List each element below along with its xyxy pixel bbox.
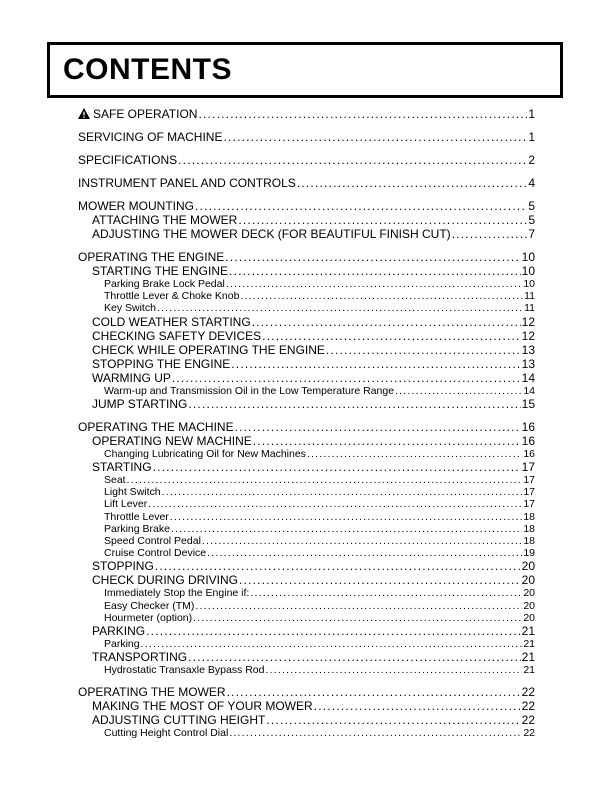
toc-entry — [78, 624, 535, 638]
page-number: 17 — [523, 498, 535, 511]
dot-leader — [297, 176, 528, 190]
toc-entry — [78, 511, 535, 523]
warning-triangle-icon — [78, 108, 90, 119]
page-number: 18 — [523, 522, 535, 535]
page-number: 4 — [528, 176, 535, 190]
dot-leader — [262, 329, 520, 343]
toc-entry-label: SERVICING OF MACHINE — [78, 130, 223, 144]
toc-entry-label: OPERATING THE MOWER — [78, 685, 226, 700]
toc-entry-label: OPERATING THE ENGINE — [78, 250, 225, 264]
dot-leader — [195, 600, 522, 612]
dot-leader — [223, 130, 527, 144]
toc-entry — [78, 278, 535, 290]
page-number: 13 — [521, 356, 535, 371]
toc-entry — [78, 650, 535, 664]
toc-entry-label: ATTACHING THE MOWER — [92, 213, 238, 227]
page-title: CONTENTS — [63, 53, 232, 86]
toc-entry — [78, 600, 535, 612]
dot-leader — [225, 250, 520, 264]
toc-entry-label: INSTRUMENT PANEL AND CONTROLS — [78, 176, 296, 190]
dot-leader — [127, 474, 523, 486]
dot-leader — [193, 612, 522, 624]
toc-entry-label: STOPPING THE ENGINE — [92, 356, 231, 371]
dot-leader — [235, 420, 521, 434]
page-number: 15 — [521, 396, 535, 411]
toc-entry — [78, 130, 535, 144]
dot-leader — [153, 460, 521, 474]
toc-entry-label: Key Switch — [104, 302, 156, 315]
toc-entry — [78, 343, 535, 357]
toc-entry — [78, 474, 535, 486]
dot-leader — [252, 315, 521, 329]
page-number: 20 — [521, 559, 535, 574]
page-number: 18 — [523, 510, 535, 523]
toc-entry — [78, 486, 535, 498]
toc-entry-label: Hourmeter (option) — [104, 611, 193, 624]
toc-entry — [78, 107, 535, 121]
page-number: 17 — [521, 460, 535, 475]
toc-entry — [78, 559, 535, 573]
toc-entry — [78, 535, 535, 547]
toc-entry-label: Warm-up and Transmission Oil in the Low Temperature Range — [104, 384, 395, 397]
toc-entry — [78, 357, 535, 371]
dot-leader — [202, 535, 522, 547]
toc-entry-label: PARKING — [92, 624, 146, 639]
page-number: 18 — [523, 535, 535, 548]
dot-leader — [157, 302, 523, 314]
contents-title-box — [47, 42, 563, 98]
toc-list — [78, 98, 535, 740]
page-number: 2 — [528, 153, 535, 167]
page-number: 5 — [528, 199, 535, 213]
toc-entry — [78, 587, 535, 599]
dot-leader — [239, 573, 521, 587]
dot-leader — [395, 385, 522, 397]
toc-entry — [78, 713, 535, 727]
toc-entry-label: Seat — [104, 474, 126, 487]
page-number: 16 — [523, 447, 535, 460]
page-number: 16 — [521, 419, 535, 434]
dot-leader — [231, 357, 520, 371]
toc-entry — [78, 727, 535, 739]
dot-leader — [226, 278, 522, 290]
page-number: 22 — [521, 713, 535, 728]
toc-entry-label: Throttle Lever — [104, 510, 169, 523]
dot-leader — [172, 371, 521, 385]
toc-entry — [78, 638, 535, 650]
toc-entry-label: Changing Lubricating Oil for New Machines — [104, 447, 306, 460]
toc-entry-label: Hydrostatic Transaxle Bypass Rod — [104, 664, 265, 677]
dot-leader — [227, 685, 521, 699]
page-number: 1 — [528, 107, 535, 121]
toc-entry — [78, 420, 535, 434]
toc-entry-label: ADJUSTING THE MOWER DECK (FOR BEAUTIFUL FINISH CUT) — [92, 227, 451, 241]
toc-entry — [78, 685, 535, 699]
dot-leader — [198, 107, 527, 121]
toc-entry-label: Throttle Lever & Choke Knob — [104, 290, 240, 303]
dot-leader — [229, 264, 521, 278]
toc-entry-label: OPERATING NEW MACHINE — [92, 433, 252, 448]
toc-entry — [78, 329, 535, 343]
toc-entry-label: SAFE OPERATION — [93, 107, 198, 121]
dot-leader — [195, 199, 527, 213]
page-number: 22 — [521, 699, 535, 714]
toc-entry-label: Light Switch — [104, 486, 161, 499]
toc-entry — [78, 448, 535, 460]
dot-leader — [250, 587, 522, 599]
dot-leader — [266, 713, 520, 727]
toc-entry — [78, 385, 535, 397]
dot-leader — [141, 638, 523, 650]
toc-entry-label: STARTING — [92, 460, 152, 475]
dot-leader — [188, 397, 520, 411]
toc-entry-label: Easy Checker (TM) — [104, 599, 195, 612]
page-number: 1 — [528, 130, 535, 144]
toc-entry — [78, 290, 535, 302]
page-number: 21 — [523, 664, 535, 677]
toc-entry — [78, 573, 535, 587]
toc-entry — [78, 264, 535, 278]
toc-entry-label: Parking — [104, 638, 140, 651]
dot-leader — [162, 486, 523, 498]
page-number: 20 — [523, 587, 535, 600]
toc-entry-label: CHECK DURING DRIVING — [92, 573, 239, 588]
toc-entry-label: MOWER MOUNTING — [78, 199, 194, 213]
toc-entry-label: CHECKING SAFETY DEVICES — [92, 328, 262, 343]
toc-entry — [78, 302, 535, 314]
page-number: 11 — [524, 302, 535, 315]
toc-entry — [78, 213, 535, 227]
toc-entry — [78, 664, 535, 676]
toc-entry-label: Parking Brake — [104, 522, 170, 535]
toc-entry — [78, 397, 535, 411]
page-number: 16 — [521, 433, 535, 448]
toc-entry-label: Lift Lever — [104, 498, 148, 511]
page-number: 22 — [521, 685, 535, 700]
toc-entry-label: Immediately Stop the Engine if: — [104, 587, 250, 600]
dot-leader — [326, 343, 521, 357]
page-number: 10 — [521, 264, 535, 278]
page-number: 10 — [521, 250, 535, 264]
dot-leader — [188, 650, 521, 664]
toc-entry-label: STOPPING — [92, 559, 154, 574]
dot-leader — [178, 153, 527, 167]
dot-leader — [238, 213, 527, 227]
dot-leader — [155, 559, 521, 573]
page-number: 20 — [523, 599, 535, 612]
dot-leader — [265, 664, 522, 676]
toc-entry — [78, 699, 535, 713]
toc-entry-label: ADJUSTING CUTTING HEIGHT — [92, 713, 266, 728]
dot-leader — [240, 290, 523, 302]
page-number: 14 — [521, 370, 535, 385]
toc-entry-label: TRANSPORTING — [92, 650, 188, 665]
toc-entry — [78, 315, 535, 329]
dot-leader — [148, 498, 522, 510]
toc-entry-label: Parking Brake Lock Pedal — [104, 278, 225, 290]
dot-leader — [314, 699, 521, 713]
toc-entry — [78, 612, 535, 624]
page-number: 14 — [523, 384, 535, 397]
toc-entry — [78, 153, 535, 167]
page-number: 19 — [523, 547, 535, 560]
page-number: 20 — [521, 573, 535, 588]
dot-leader — [307, 448, 522, 460]
toc-entry-label: OPERATING THE MACHINE — [78, 419, 234, 434]
dot-leader — [452, 227, 528, 241]
page-number: 13 — [521, 342, 535, 357]
toc-entry — [78, 547, 535, 559]
toc-entry — [78, 371, 535, 385]
page-number: 5 — [528, 213, 535, 227]
page-number: 21 — [521, 624, 535, 639]
page-number: 21 — [521, 650, 535, 665]
page-number: 17 — [523, 474, 535, 487]
toc-entry — [78, 176, 535, 190]
toc-entry — [78, 434, 535, 448]
dot-leader — [170, 511, 523, 523]
toc-entry — [78, 460, 535, 474]
page-number: 11 — [524, 290, 535, 303]
page-number: 20 — [523, 611, 535, 624]
page-number: 12 — [521, 328, 535, 343]
toc-entry-label: SPECIFICATIONS — [78, 153, 178, 167]
toc-entry-label: STARTING THE ENGINE — [92, 264, 229, 278]
page-number: 17 — [523, 486, 535, 499]
toc-entry — [78, 199, 535, 213]
toc-entry — [78, 250, 535, 264]
toc-entry-label: Cutting Height Control Dial — [104, 727, 229, 740]
toc-entry-label: Speed Control Pedal — [104, 535, 201, 548]
dot-leader — [207, 547, 522, 559]
dot-leader — [146, 624, 521, 638]
toc-entry-label: WARMING UP — [92, 370, 171, 385]
dot-leader — [171, 523, 522, 535]
toc-entry-label: MAKING THE MOST OF YOUR MOWER — [92, 699, 313, 714]
toc-entry — [78, 498, 535, 510]
toc-entry-label: CHECK WHILE OPERATING THE ENGINE — [92, 342, 325, 357]
toc-entry — [78, 523, 535, 535]
toc-entry-label: Cruise Control Device — [104, 547, 207, 560]
toc-entry — [78, 227, 535, 241]
page-number: 7 — [528, 227, 535, 241]
page-number: 12 — [521, 314, 535, 329]
dot-leader — [253, 434, 521, 448]
toc-entry-label: COLD WEATHER STARTING — [92, 314, 251, 329]
dot-leader — [229, 727, 522, 739]
toc-entry-label: JUMP STARTING — [92, 396, 188, 411]
page-number: 10 — [523, 278, 535, 290]
page-number: 21 — [523, 638, 535, 651]
page-number: 22 — [523, 727, 535, 740]
